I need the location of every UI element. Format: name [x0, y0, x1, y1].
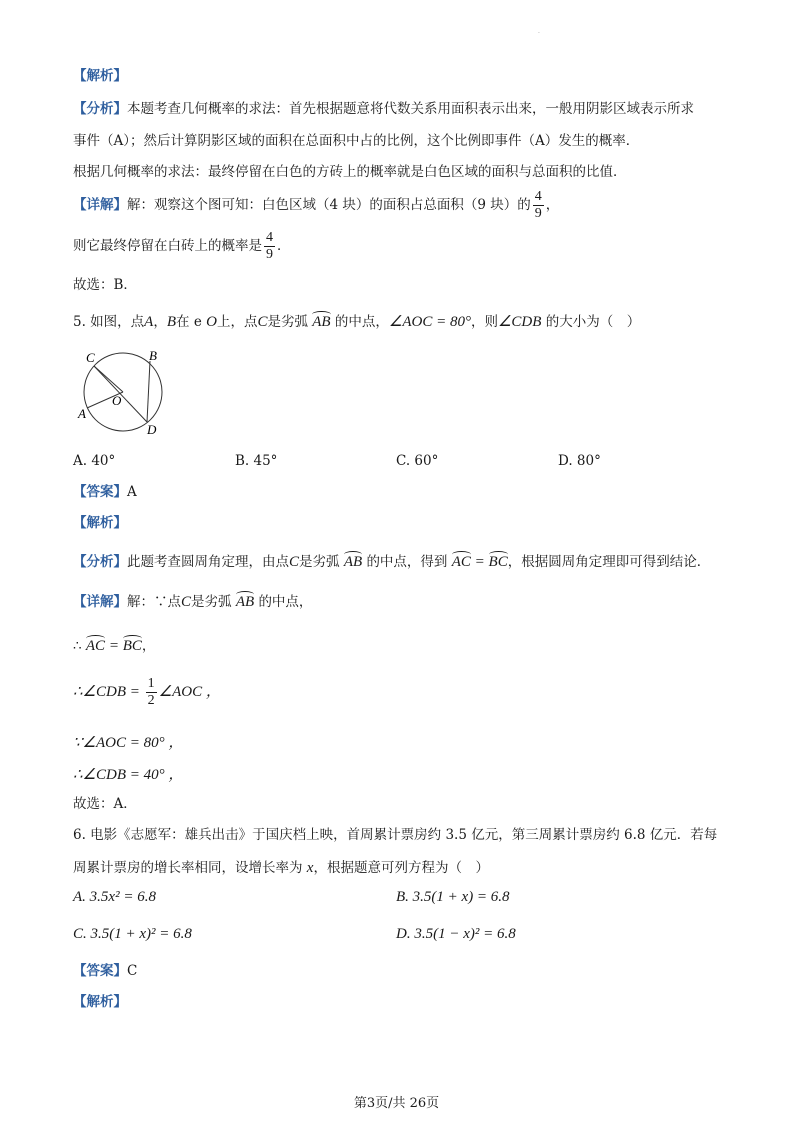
q5-fenxi-arc-ab: AB: [343, 554, 363, 570]
label-a: A: [78, 406, 86, 421]
fraction-numerator-b: 4: [264, 230, 275, 247]
q5-step-3: ∵∠AOC = 80° ，: [73, 735, 184, 751]
question-5-stem: [73, 313, 640, 331]
circle-figure: [74, 346, 174, 438]
q5-detail-line: [73, 593, 312, 611]
q5-fenxi-arc-bc: BC: [488, 554, 508, 570]
q5-minor-arc: 是劣弧: [267, 314, 308, 330]
q5-step1-eq: =: [105, 638, 123, 654]
label-c: C: [86, 350, 95, 365]
q5-point-a: A: [144, 314, 154, 330]
q5-fenxi-a: 此题考查圆周角定理，由点: [127, 554, 289, 570]
fraction-4-9: [533, 189, 544, 222]
q5-therefore: ∴: [73, 638, 86, 654]
q5-fenxi-c: 的中点，得到: [366, 554, 448, 570]
q5-ze: ，则: [470, 314, 498, 330]
q5-answer-value: A: [127, 484, 137, 500]
q6-answer-value: C: [127, 963, 138, 979]
q5-arc-ab: AB: [312, 314, 331, 330]
q5-answer: [73, 484, 137, 500]
question-6-line-2: [73, 859, 489, 877]
q5-step2-pre: ∴∠CDB =: [73, 684, 144, 701]
detail-text-1: 解：观察这个图可知：白色区域（4 块）的面积占总面积（9 块）的: [127, 197, 531, 214]
q5-xiangjie-a: 解：∵点: [127, 594, 181, 610]
q6-analysis-tag: 【解析】: [73, 994, 127, 1010]
q6-var-x: x: [306, 860, 314, 876]
q5-shang: 上，点: [216, 314, 258, 330]
detail-tail-2: ．: [277, 238, 291, 255]
q5-ask: 的大小为（ ）: [545, 314, 641, 330]
analysis-line-2: 事件（A）；然后计算阴影区域的面积在总面积中占的比例，这个比例即事件（A）发生的概率．: [73, 133, 640, 149]
q6-option-a: A. 3.5x² = 6.8: [73, 889, 156, 905]
q5-fenxi-line: [73, 553, 710, 571]
choice-conclusion-1: 故选：B．: [73, 277, 137, 293]
q5-analysis-tag: 【解析】: [73, 515, 127, 531]
q5-option-b: B. 45°: [235, 453, 278, 469]
fraction-4-9-b: [264, 230, 275, 263]
q5-comma: ，: [153, 314, 167, 330]
q6-option-c: C. 3.5(1 + x)² = 6.8: [73, 926, 192, 942]
q5-option-d: D. 80°: [558, 453, 601, 469]
q5-fenxi-eq: =: [470, 554, 489, 570]
q5-xiangjie-tag: 【详解】: [73, 594, 127, 610]
analysis-tag: 【解析】: [73, 68, 127, 84]
q5-step-4: ∴∠CDB = 40° ，: [73, 767, 184, 783]
q5-fenxi-b: 是劣弧: [299, 554, 340, 570]
label-o: O: [112, 393, 122, 408]
q5-midpoint: 的中点，: [334, 314, 389, 330]
detail-text-2: 则它最终停留在白砖上的概率是: [73, 238, 262, 255]
segment-bd: [147, 361, 150, 422]
detail-line-2: [73, 230, 291, 263]
q6-l2a: 周累计票房的增长率相同，设增长率为: [73, 860, 303, 876]
q5-step-1: [73, 637, 155, 655]
q5-step2-post: ∠AOC ，: [158, 684, 221, 701]
fraction-denominator-b: 9: [266, 247, 273, 263]
analysis-line-1: [73, 101, 694, 117]
label-d: D: [147, 422, 157, 437]
q5-conclusion: 故选：A．: [73, 796, 137, 812]
label-b: B: [149, 348, 157, 363]
xiangjie-tag: 【详解】: [73, 197, 127, 214]
fraction-numerator: 4: [533, 189, 544, 206]
scan-dot: ·: [538, 30, 540, 37]
analysis-line-3: 根据几何概率的求法：最终停留在白色的方砖上的概率就是白色区域的面积与总面积的比值．: [73, 164, 627, 180]
q5-step2-den: 2: [147, 693, 155, 709]
q5-point-o: O: [206, 314, 217, 330]
q5-fenxi-d: ，根据圆周角定理即可得到结论．: [507, 554, 711, 570]
q6-option-b: B. 3.5(1 + x) = 6.8: [396, 889, 510, 905]
page-footer: 第3页/共 26页: [353, 1096, 440, 1111]
q6-option-d: D. 3.5(1 − x)² = 6.8: [396, 926, 516, 942]
fraction-denominator: 9: [534, 206, 542, 222]
q5-xiangjie-c: 的中点，: [258, 594, 313, 610]
fenxi-tag: 【分析】: [73, 101, 127, 117]
q5-circle-symbol: e: [193, 314, 202, 330]
q5-step1-arc-bc: BC: [122, 638, 142, 654]
q5-option-c: C. 60°: [396, 453, 439, 469]
q6-answer-tag: 【答案】: [73, 963, 127, 979]
q5-step1-arc-ac: AC: [85, 638, 106, 654]
q5-fenxi-tag: 【分析】: [73, 554, 127, 570]
q5-step2-fraction: [146, 676, 157, 709]
q5-angle-aoc: ∠AOC = 80°: [388, 314, 471, 330]
fenxi-text-1: 本题考查几何概率的求法：首先根据题意将代数关系用面积表示出来，一般用阴影区域表示所求: [127, 101, 694, 117]
q5-fenxi-point-c: C: [289, 554, 300, 570]
q5-point-b: B: [166, 314, 177, 330]
q5-xiangjie-b: 是劣弧: [191, 594, 232, 610]
q5-step2-num: 1: [146, 676, 157, 693]
q6-answer: [73, 963, 137, 979]
q5-step-2: [73, 676, 221, 709]
detail-line-1: [73, 189, 559, 222]
question-6-line-1: 6. 电影《志愿军：雄兵出击》于国庆档上映，首周累计票房约 3.5 亿元，第三周累计票房约 6.8 亿元．若每: [73, 827, 718, 843]
q5-point-c: C: [257, 314, 268, 330]
q5-xiangjie-arc-ab: AB: [235, 594, 255, 610]
q5-xiangjie-point-c: C: [181, 594, 192, 610]
q5-prefix: 5. 如图，点: [73, 314, 145, 330]
detail-tail-1: ，: [545, 197, 560, 214]
q6-l2b: ，根据题意可列方程为（ ）: [313, 860, 489, 876]
q5-answer-tag: 【答案】: [73, 484, 127, 500]
q5-fenxi-arc-ac: AC: [451, 554, 471, 570]
q5-step1-tail: ，: [141, 638, 156, 654]
q5-angle-cdb: ∠CDB: [497, 314, 542, 330]
q5-zai: 在: [176, 314, 190, 330]
q5-option-a: A. 40°: [73, 453, 116, 469]
